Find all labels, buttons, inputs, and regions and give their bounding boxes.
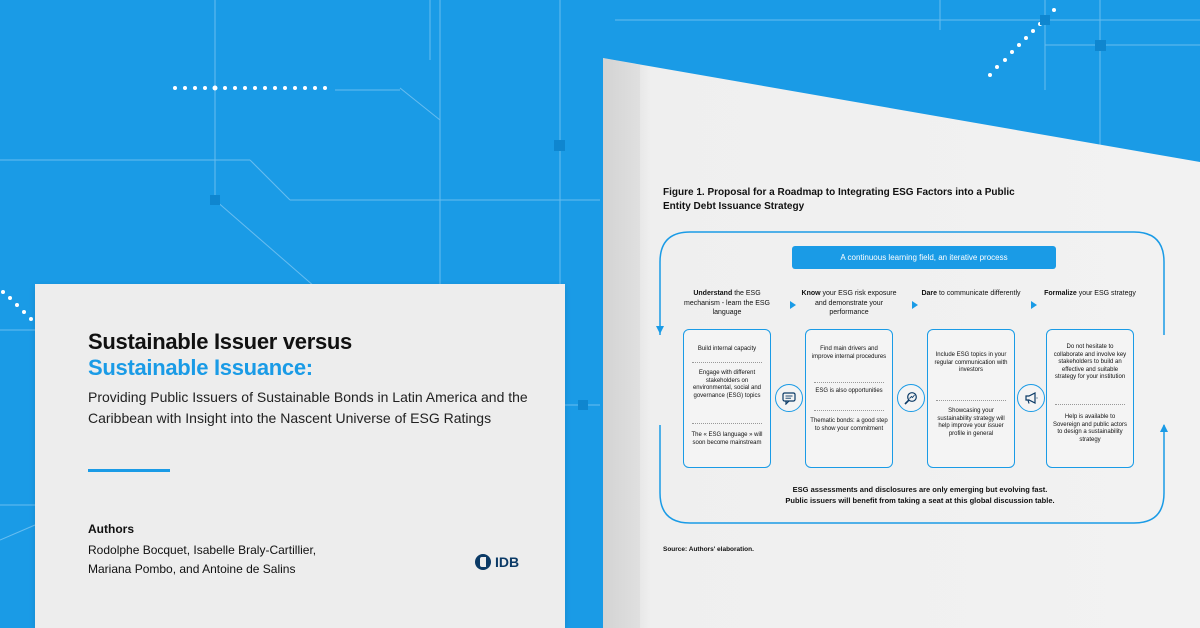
step-head-rest: your ESG strategy xyxy=(1076,290,1136,297)
idb-logo xyxy=(475,554,519,570)
card-item: Include ESG topics in your regular communication with investors xyxy=(934,352,1008,373)
step-card-formalize xyxy=(1046,329,1134,468)
card-item: Engage with different stakeholders on environmental, social and governance (ESG) topics xyxy=(692,370,762,399)
iterative-process-banner: A continuous learning field, an iterative process xyxy=(792,246,1056,269)
authors-line: Rodolphe Bocquet, Isabelle Braly-Cartillier, xyxy=(88,543,317,557)
step-head-formalize xyxy=(1040,289,1140,299)
card-divider xyxy=(692,362,762,363)
step-head-bold: Understand xyxy=(693,290,733,297)
step-head-know xyxy=(799,289,899,318)
step-arrow-icon xyxy=(912,301,918,309)
report-cover xyxy=(35,284,565,628)
card-divider xyxy=(692,423,762,424)
step-card-dare xyxy=(927,329,1015,468)
speech-bubble-icon xyxy=(775,384,803,412)
authors-label: Authors xyxy=(88,522,134,536)
card-divider xyxy=(814,382,884,383)
step-card-understand xyxy=(683,329,771,468)
accent-rule xyxy=(88,469,170,472)
card-divider xyxy=(936,400,1006,401)
step-head-rest: your ESG risk exposure and demonstrate your performance xyxy=(814,290,897,316)
idb-logo-mark-icon xyxy=(475,554,491,570)
step-head-understand xyxy=(677,289,777,318)
step-head-rest: the ESG mechanism - learn the ESG language xyxy=(684,290,770,316)
card-divider xyxy=(814,410,884,411)
figure-title-line: Figure 1. Proposal for a Roadmap to Integrating ESG Factors into a Public xyxy=(663,187,1015,198)
authors-list xyxy=(88,541,388,579)
step-head-bold: Dare xyxy=(921,290,938,297)
card-divider xyxy=(1055,404,1125,405)
conclusion-line: ESG assessments and disclosures are only emerging but evolving fast. xyxy=(792,485,1048,494)
figure-source: Source: Authors' elaboration. xyxy=(663,546,754,553)
idb-logo-text: IDB xyxy=(495,554,520,570)
figure-title-line: Entity Debt Issuance Strategy xyxy=(663,201,805,212)
step-head-rest: to communicate differently xyxy=(937,290,1021,297)
magnifier-chart-icon xyxy=(897,384,925,412)
step-arrow-icon xyxy=(790,301,796,309)
card-item: Showcasing your sustainability strategy will help improve your issuer profile in general xyxy=(937,408,1005,437)
authors-line: Mariana Pombo, and Antoine de Salins xyxy=(88,562,296,576)
step-arrow-icon xyxy=(1031,301,1037,309)
card-item: Thematic bonds: a good step to show your commitment xyxy=(810,418,888,432)
cover-title-line2: Sustainable Issuance: xyxy=(88,355,313,380)
step-head-dare xyxy=(921,289,1021,299)
step-head-bold: Know xyxy=(801,290,821,297)
figure-conclusion xyxy=(740,484,1100,506)
megaphone-icon xyxy=(1017,384,1045,412)
card-item: Do not hesitate to collaborate and involve key stakeholders to build an effective and suitable strategy for your institution xyxy=(1053,344,1127,380)
card-item: The « ESG language » will soon become mainstream xyxy=(691,432,763,446)
card-item: Help is available to Sovereign and public actors to design a sustainability strategy xyxy=(1052,414,1128,443)
cover-subtitle: Providing Public Issuers of Sustainable Bonds in Latin America and the Caribbean with Insight into the Nascent Universe of ESG Ratings xyxy=(88,389,528,426)
conclusion-line: Public issuers will benefit from taking a seat at this global discussion table. xyxy=(785,496,1055,505)
step-head-bold: Formalize xyxy=(1044,290,1077,297)
card-item: Find main drivers and improve internal procedures xyxy=(811,346,887,360)
cover-title-line1: Sustainable Issuer versus xyxy=(88,329,352,354)
card-item: ESG is also opportunities xyxy=(815,388,883,394)
figure-title xyxy=(663,186,1063,214)
step-card-know xyxy=(805,329,893,468)
card-item: Build internal capacity xyxy=(697,346,757,352)
